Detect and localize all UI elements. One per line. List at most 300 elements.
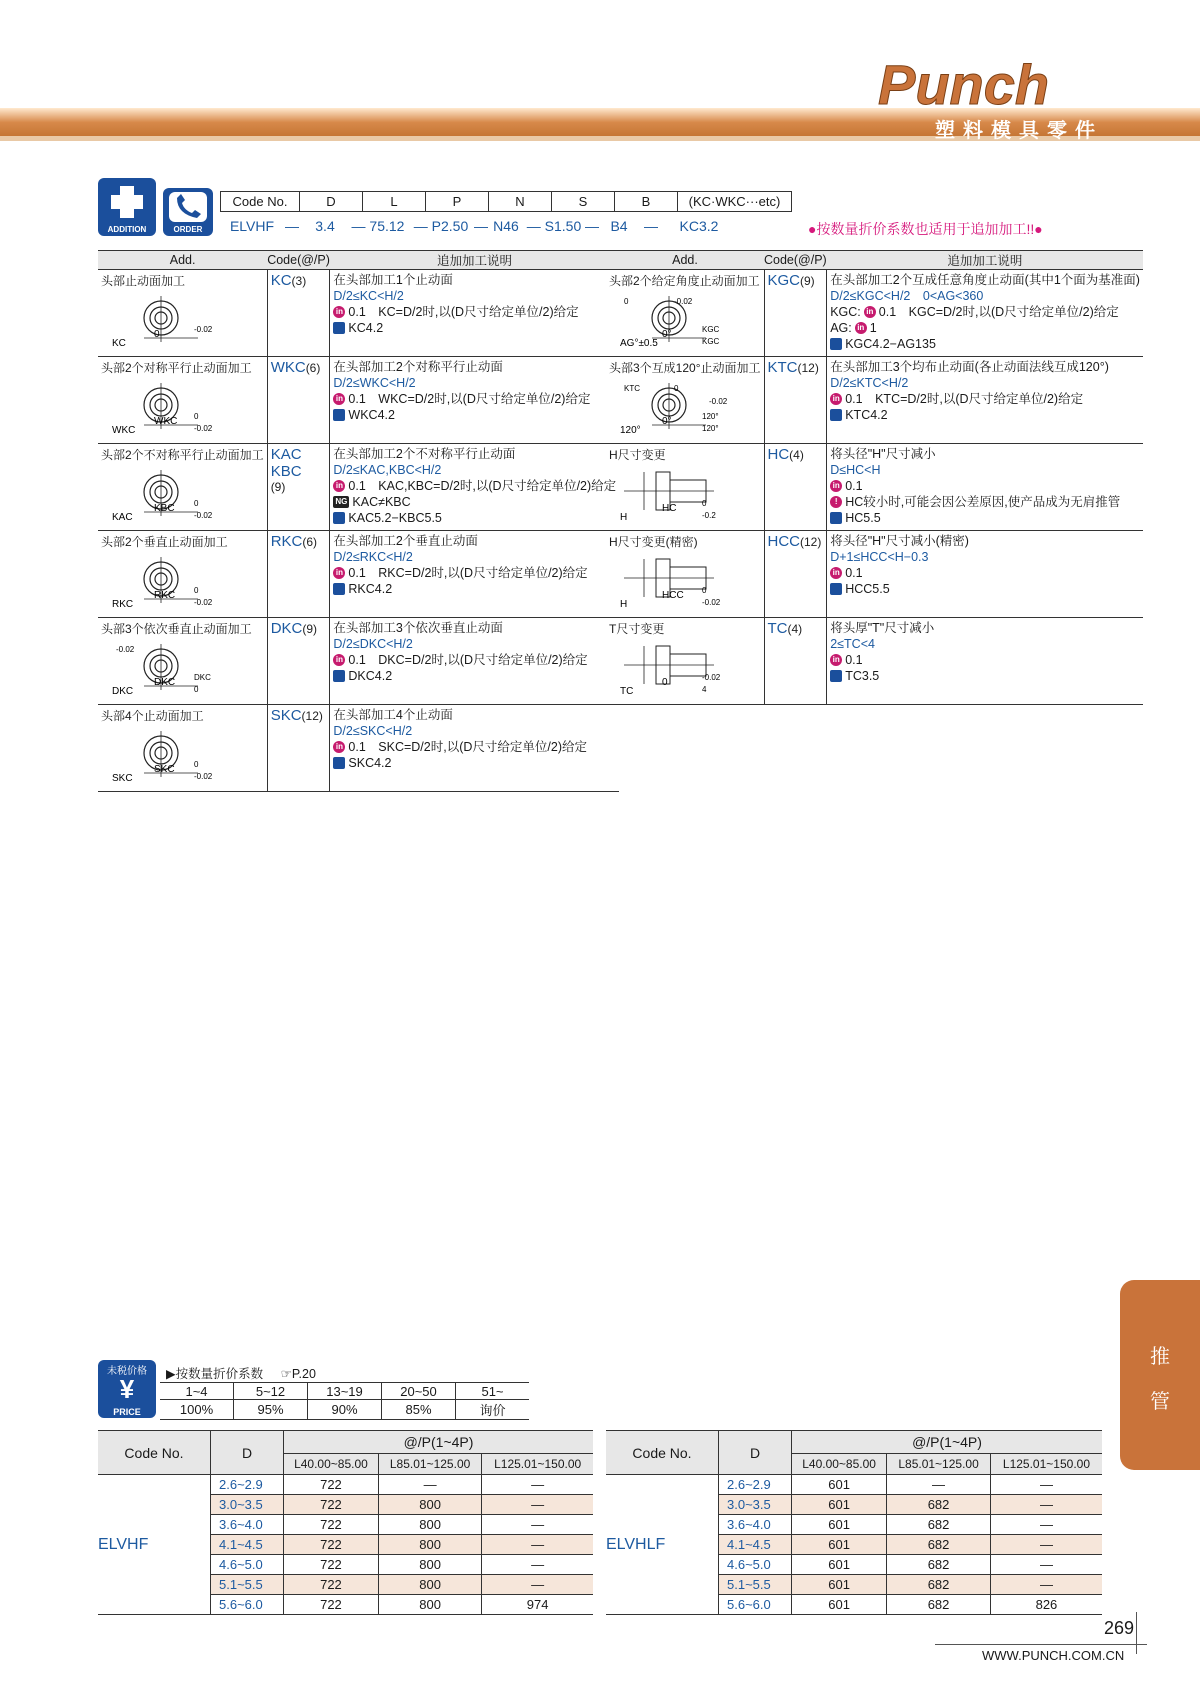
phone-icon <box>163 188 213 224</box>
price-value: 682 <box>887 1535 991 1555</box>
desc-text: 0.1 <box>845 653 863 667</box>
desc-text: KGC4.2−AG135 <box>845 337 936 351</box>
header-code: Code(@/P) <box>267 251 330 270</box>
desc-line <box>333 446 616 462</box>
desc-line <box>830 636 1140 652</box>
dimension-label: 0 <box>194 760 199 769</box>
addition-price: (9) <box>270 480 286 494</box>
order-code-table <box>220 191 792 212</box>
price-d-range: 4.1~4.5 <box>211 1535 284 1555</box>
desc-line <box>333 407 616 423</box>
desc-text: D/2≤KAC,KBC<H/2 <box>333 463 442 477</box>
addition-code-2 <box>271 463 327 480</box>
desc-line <box>333 288 616 304</box>
price-d-range: 5.1~5.5 <box>211 1575 284 1595</box>
increment-icon <box>864 306 876 318</box>
dimension-label: -0.02 <box>194 424 213 433</box>
desc-text: KAC5.2−KBC5.5 <box>348 511 442 525</box>
desc-text: D/2≤SKC<H/2 <box>333 724 413 738</box>
addition-name: 头部2个对称平行止动面加工 <box>101 361 252 375</box>
volume-qty: 5~12 <box>234 1383 308 1400</box>
icon-glyph: in <box>832 568 840 577</box>
addition-price: (3) <box>291 274 307 288</box>
addition-desc-cell <box>330 531 619 618</box>
increment-icon <box>333 480 345 492</box>
order-badge <box>163 188 213 236</box>
addition-code-cell <box>267 444 330 531</box>
addition-name-cell <box>98 531 267 618</box>
price-value: — <box>482 1475 593 1495</box>
desc-line <box>333 391 616 407</box>
dimension-diagram <box>106 553 226 611</box>
addition-code <box>768 620 824 637</box>
dimension-label: -0.02 <box>702 673 721 682</box>
volume-rate: 90% <box>308 1400 382 1420</box>
addition-table-left <box>98 250 619 792</box>
desc-line <box>830 446 1140 462</box>
desc-text: 0.1 DKC=D/2时,以(D尺寸给定单位/2)给定 <box>348 653 588 667</box>
price-badge-bottom: PRICE <box>113 1407 141 1417</box>
desc-text: 在头部加工3个均布止动面(各止动面法线互成120°) <box>830 360 1109 374</box>
price-value: 682 <box>887 1595 991 1615</box>
desc-text: KC4.2 <box>348 321 384 335</box>
increment-icon <box>333 393 345 405</box>
desc-line <box>830 375 1140 391</box>
increment-icon <box>333 306 345 318</box>
addition-desc-cell <box>330 357 619 444</box>
dimension-label: 0° <box>662 329 672 340</box>
price-range-header: L85.01~125.00 <box>378 1454 481 1475</box>
order-phone-icon <box>333 409 345 421</box>
table-header-row <box>98 251 619 270</box>
addition-desc-cell <box>827 531 1143 618</box>
order-header: (KC·WKC···etc) <box>678 192 792 212</box>
desc-line <box>333 359 616 375</box>
addition-price: (9) <box>302 622 318 636</box>
addition-desc-cell <box>330 705 619 792</box>
addition-code-cell <box>764 357 827 444</box>
order-phone-icon <box>333 583 345 595</box>
price-value: 800 <box>378 1555 481 1575</box>
code-text: KGC <box>767 272 801 289</box>
price-value: 601 <box>792 1495 887 1515</box>
icon-glyph: in <box>335 568 343 577</box>
dimension-label: TC <box>620 686 634 697</box>
desc-line <box>333 533 616 549</box>
dimension-label: -0.02 <box>194 598 213 607</box>
dimension-label: HC <box>662 503 677 514</box>
desc-line <box>830 288 1140 304</box>
desc-line <box>830 668 1140 684</box>
desc-text: D/2≤KC<H/2 <box>333 289 404 303</box>
addition-name-cell <box>98 357 267 444</box>
desc-line <box>830 652 1140 668</box>
header-code: Code(@/P) <box>764 251 827 270</box>
desc-line <box>830 620 1140 636</box>
price-header-row <box>98 1431 593 1454</box>
price-value: 682 <box>887 1555 991 1575</box>
desc-text: 在头部加工4个止动面 <box>333 708 453 722</box>
dimension-label: 0 <box>194 586 199 595</box>
table-header-row <box>606 251 1143 270</box>
yen-icon: ¥ <box>119 1374 135 1404</box>
dimension-label: 0 <box>702 586 707 595</box>
addition-code <box>271 707 327 724</box>
price-d-range: 4.1~4.5 <box>719 1535 792 1555</box>
addition-code-cell <box>764 444 827 531</box>
price-value: 800 <box>378 1515 481 1535</box>
addition-price: (4) <box>787 622 803 636</box>
dimension-label: 0 <box>662 677 668 688</box>
icon-glyph: ! <box>834 497 838 506</box>
price-header-ap: @/P(1~4P) <box>792 1431 1103 1454</box>
volume-rate: 100% <box>160 1400 234 1420</box>
dimension-diagram <box>106 466 226 524</box>
order-value: — <box>644 218 658 234</box>
order-phone-icon <box>830 583 842 595</box>
price-value: — <box>990 1515 1102 1535</box>
addition-code-cell <box>267 357 330 444</box>
addition-desc-cell <box>827 270 1143 357</box>
addition-code-cell <box>764 531 827 618</box>
dimension-label: KTC <box>624 384 640 393</box>
dimension-label: DKC <box>154 677 176 688</box>
desc-line <box>333 565 616 581</box>
desc-text: DKC4.2 <box>348 669 393 683</box>
desc-line <box>333 581 616 597</box>
order-phone-icon <box>333 512 345 524</box>
order-header: N <box>489 192 552 212</box>
addition-name-cell <box>98 705 267 792</box>
dimension-label: KGC <box>702 325 720 334</box>
footer-line <box>935 1644 1147 1645</box>
dimension-diagram <box>614 466 734 524</box>
price-value: 800 <box>378 1535 481 1555</box>
increment-icon <box>830 654 842 666</box>
addition-name: 头部2个垂直止动面加工 <box>101 535 228 549</box>
price-value: 722 <box>284 1575 379 1595</box>
price-d-range: 3.0~3.5 <box>211 1495 284 1515</box>
dimension-label: 0° <box>662 416 672 427</box>
desc-line <box>333 478 616 494</box>
dimension-diagram <box>614 379 734 437</box>
addition-name-cell <box>606 357 764 444</box>
dimension-label: WKC <box>154 416 178 427</box>
price-header-d: D <box>719 1431 792 1475</box>
addition-row <box>98 705 619 792</box>
increment-icon <box>830 393 842 405</box>
desc-text: 0.1 KC=D/2时,以(D尺寸给定单位/2)给定 <box>348 305 579 319</box>
order-phone-icon <box>830 338 842 350</box>
plus-icon <box>98 178 156 222</box>
desc-line <box>830 407 1140 423</box>
logo-subtitle: 塑料模具零件 <box>935 120 1103 142</box>
dimension-label: -0.02 <box>702 598 721 607</box>
order-value: N46 <box>493 218 519 234</box>
order-value: 3.4 <box>315 218 335 234</box>
dimension-label: 120° <box>702 424 719 433</box>
desc-text: D/2≤DKC<H/2 <box>333 637 413 651</box>
price-row <box>606 1475 1102 1495</box>
discount-note: ●按数量折价系数也适用于追加加工!!● <box>808 221 1043 237</box>
footer-url[interactable]: WWW.PUNCH.COM.CN <box>982 1648 1125 1663</box>
desc-text: D≤HC<H <box>830 463 881 477</box>
addition-code-cell <box>267 270 330 357</box>
price-value: 722 <box>284 1535 379 1555</box>
price-value: 722 <box>284 1495 379 1515</box>
dimension-diagram <box>614 553 734 611</box>
desc-text: D+1≤HCC<H−0.3 <box>830 550 929 564</box>
addition-name-cell <box>98 618 267 705</box>
dimension-label: SKC <box>154 764 175 775</box>
price-value: — <box>482 1515 593 1535</box>
warning-icon <box>830 496 842 508</box>
dimension-label: H <box>620 512 628 523</box>
desc-text: 将头厚"T"尺寸减小 <box>830 621 935 635</box>
dimension-label: HCC <box>662 590 684 601</box>
code-text: TC <box>767 620 788 637</box>
dimension-label: KBC <box>154 503 175 514</box>
desc-text: 在头部加工2个对称平行止动面 <box>333 360 503 374</box>
dimension-label: AG°±0.5 <box>620 338 658 349</box>
desc-line <box>830 462 1140 478</box>
price-d-range: 5.6~6.0 <box>211 1595 284 1615</box>
price-d-range: 5.1~5.5 <box>719 1575 792 1595</box>
addition-name-cell <box>606 270 764 357</box>
desc-text: 1 <box>869 321 877 335</box>
volume-qty: 51~ <box>456 1383 530 1400</box>
desc-line <box>333 668 616 684</box>
price-d-range: 3.0~3.5 <box>719 1495 792 1515</box>
price-value: 722 <box>284 1555 379 1575</box>
addition-name: 头部3个依次垂直止动面加工 <box>101 622 252 636</box>
logo-text: Punch <box>878 53 1050 116</box>
price-value: 800 <box>378 1575 481 1595</box>
icon-glyph: in <box>857 323 865 332</box>
addition-row <box>606 618 1143 705</box>
increment-icon <box>830 567 842 579</box>
desc-line <box>333 320 616 336</box>
dimension-diagram <box>614 640 734 698</box>
increment-icon <box>333 567 345 579</box>
addition-name-cell <box>98 270 267 357</box>
addition-name: 头部2个不对称平行止动面加工 <box>101 448 264 462</box>
addition-desc-cell <box>330 270 619 357</box>
dimension-diagram <box>106 640 226 698</box>
desc-text: 0.1 RKC=D/2时,以(D尺寸给定单位/2)给定 <box>348 566 588 580</box>
dimension-label: -0.02 <box>194 325 213 334</box>
addition-desc-cell <box>827 357 1143 444</box>
desc-line <box>830 565 1140 581</box>
dimension-label: 0 <box>702 499 707 508</box>
dimension-label: RKC <box>112 599 134 610</box>
addition-name: 头部3个互成120°止动面加工 <box>609 361 761 375</box>
desc-line <box>333 636 616 652</box>
dimension-diagram <box>106 379 226 437</box>
desc-text: 0.1 KGC=D/2时,以(D尺寸给定单位/2)给定 <box>878 305 1119 319</box>
price-d-range: 2.6~2.9 <box>719 1475 792 1495</box>
price-range-header: L125.01~150.00 <box>482 1454 593 1475</box>
volume-qty: 13~19 <box>308 1383 382 1400</box>
volume-qty: 20~50 <box>382 1383 456 1400</box>
price-value: 974 <box>482 1595 593 1615</box>
desc-line <box>830 359 1140 375</box>
price-d-range: 3.6~4.0 <box>211 1515 284 1535</box>
addition-name: 头部4个止动面加工 <box>101 709 204 723</box>
desc-line <box>830 304 1140 320</box>
header-desc: 追加加工说明 <box>827 251 1143 270</box>
desc-text: 0.1 <box>845 479 863 493</box>
desc-line <box>333 549 616 565</box>
dimension-label: H <box>620 599 628 610</box>
price-d-range: 2.6~2.9 <box>211 1475 284 1495</box>
addition-name-cell <box>606 444 764 531</box>
desc-line <box>830 581 1140 597</box>
desc-line <box>333 462 616 478</box>
volume-title-text: ▶按数量折价系数 <box>166 1367 264 1381</box>
dimension-label: 0 <box>674 384 679 393</box>
desc-text: HC5.5 <box>845 511 881 525</box>
addition-code-cell <box>267 618 330 705</box>
price-value: 800 <box>378 1495 481 1515</box>
price-value: — <box>482 1535 593 1555</box>
addition-price: (6) <box>305 361 321 375</box>
addition-price: (6) <box>302 535 318 549</box>
desc-text: 2≤TC<4 <box>830 637 875 651</box>
dimension-label: 4 <box>702 685 707 694</box>
code-text: KC <box>270 272 292 289</box>
price-header-row <box>606 1431 1102 1454</box>
addition-badge <box>98 178 156 236</box>
code-text: KAC <box>270 446 302 463</box>
price-value: 601 <box>792 1515 887 1535</box>
footer-divider <box>1136 1612 1137 1654</box>
price-value: 601 <box>792 1475 887 1495</box>
code-text: HCC <box>767 533 800 550</box>
dimension-label: SKC <box>112 773 133 784</box>
order-header: P <box>426 192 489 212</box>
addition-price: (9) <box>800 274 815 288</box>
price-header-d: D <box>211 1431 284 1475</box>
volume-rate: 85% <box>382 1400 456 1420</box>
icon-glyph: in <box>832 655 840 664</box>
addition-code <box>271 359 327 376</box>
price-code: ELVHLF <box>606 1475 719 1615</box>
addition-row <box>98 357 619 444</box>
addition-name: H尺寸变更 <box>609 448 666 462</box>
code-text: KTC <box>767 359 798 376</box>
dimension-label: KAC <box>112 512 133 523</box>
addition-price: (12) <box>800 535 822 549</box>
increment-icon <box>333 654 345 666</box>
price-d-range: 3.6~4.0 <box>719 1515 792 1535</box>
desc-text: 0.1 KAC,KBC=D/2时,以(D尺寸给定单位/2)给定 <box>348 479 617 493</box>
addition-desc-cell <box>330 618 619 705</box>
price-range-header: L40.00~85.00 <box>792 1454 887 1475</box>
volume-rate: 95% <box>234 1400 308 1420</box>
desc-text: 将头径"H"尺寸减小(精密) <box>830 534 969 548</box>
desc-text: SKC4.2 <box>348 756 392 770</box>
addition-price: (12) <box>301 709 323 723</box>
addition-price: (12) <box>797 361 819 375</box>
desc-text: KTC4.2 <box>845 408 888 422</box>
section-tab[interactable] <box>1120 1280 1200 1470</box>
desc-line <box>830 494 1140 510</box>
icon-glyph: in <box>335 481 343 490</box>
increment-icon <box>830 480 842 492</box>
addition-name: H尺寸变更(精密) <box>609 535 698 549</box>
desc-line <box>333 620 616 636</box>
price-value: 722 <box>284 1475 379 1495</box>
icon-glyph: in <box>832 394 840 403</box>
price-value: — <box>378 1475 481 1495</box>
price-range-header: L85.01~125.00 <box>887 1454 991 1475</box>
dimension-label: RKC <box>154 590 176 601</box>
desc-text: 在头部加工3个依次垂直止动面 <box>333 621 503 635</box>
addition-table-right <box>606 250 1143 705</box>
order-value: ELVHF <box>229 218 275 234</box>
price-value: — <box>990 1555 1102 1575</box>
addition-row <box>98 444 619 531</box>
header-add: Add. <box>98 251 267 270</box>
desc-line <box>333 375 616 391</box>
icon-glyph: in <box>335 655 343 664</box>
price-header-code: Code No. <box>98 1431 211 1475</box>
page-number: 269 <box>1104 1618 1135 1638</box>
price-value: — <box>990 1495 1102 1515</box>
price-value: 800 <box>378 1595 481 1615</box>
code-text: DKC <box>270 620 303 637</box>
price-value: 682 <box>887 1495 991 1515</box>
order-value: — <box>285 218 299 234</box>
addition-row <box>606 531 1143 618</box>
addition-code-cell <box>267 705 330 792</box>
desc-line <box>333 707 616 723</box>
desc-line <box>333 739 616 755</box>
icon-glyph: in <box>335 742 343 751</box>
desc-text: 在头部加工2个互成任意角度止动面(其中1个面为基准面) <box>830 273 1140 287</box>
increment-icon <box>333 741 345 753</box>
dimension-label: -0.02 <box>709 397 728 406</box>
addition-code-cell <box>267 531 330 618</box>
addition-code <box>768 533 824 550</box>
price-d-range: 4.6~5.0 <box>719 1555 792 1575</box>
dimension-diagram <box>614 292 734 350</box>
page-ref[interactable]: ☞P.20 <box>280 1367 316 1381</box>
price-value: 682 <box>887 1575 991 1595</box>
desc-line <box>830 533 1140 549</box>
increment-icon <box>855 322 867 334</box>
addition-code <box>271 272 327 289</box>
order-phone-icon <box>333 322 345 334</box>
order-header: L <box>363 192 426 212</box>
desc-text: D/2≤KTC<H/2 <box>830 376 909 390</box>
price-value: 826 <box>990 1595 1102 1615</box>
addition-desc-cell <box>827 618 1143 705</box>
icon-glyph: in <box>832 481 840 490</box>
addition-code <box>271 533 327 550</box>
price-table-left <box>98 1430 593 1615</box>
desc-text: 0.1 KTC=D/2时,以(D尺寸给定单位/2)给定 <box>845 392 1084 406</box>
order-phone-icon <box>333 670 345 682</box>
desc-text: 0.1 SKC=D/2时,以(D尺寸给定单位/2)给定 <box>348 740 587 754</box>
price-value: — <box>482 1555 593 1575</box>
price-table-right <box>606 1430 1102 1615</box>
order-value: — S1.50 <box>526 218 582 234</box>
price-value: 601 <box>792 1575 887 1595</box>
desc-line <box>830 320 1140 336</box>
desc-text: RKC4.2 <box>348 582 393 596</box>
